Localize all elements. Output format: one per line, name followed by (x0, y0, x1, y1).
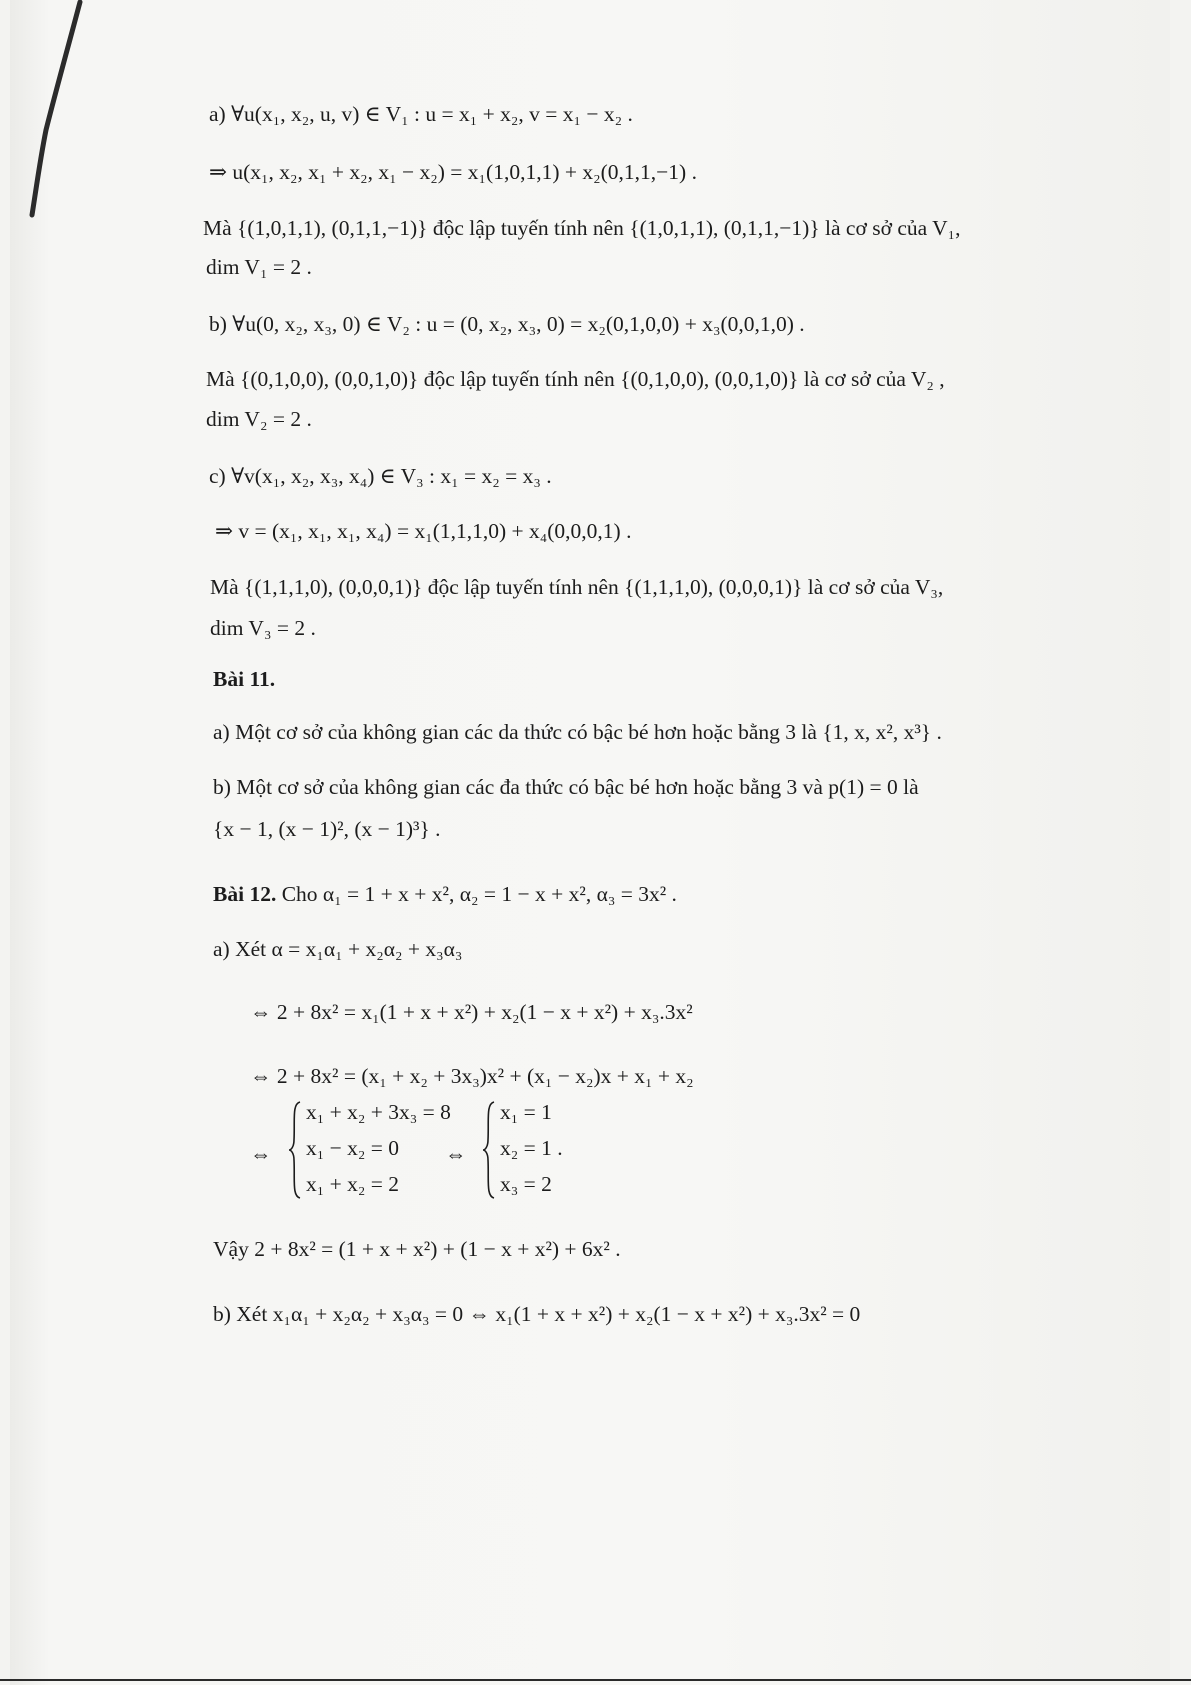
page-background (10, 0, 1170, 1685)
system-2-equation-2: x₂ = 1 . (500, 1136, 563, 1160)
part-a-line-3: Mà {(1,0,1,1), (0,1,1,−1)} độc lập tuyến tính nên {(1,0,1,1), (0,1,1,−1)} là cơ sở của V₁, (203, 216, 961, 240)
system-1-equation-3: x₁ + x₂ = 2 (306, 1172, 399, 1196)
part-c-line-1: c) ∀v(x₁, x₂, x₃, x₄) ∈ V₃ : x₁ = x₂ = x₃ . (209, 464, 552, 488)
exercise-11-part-a: a) Một cơ sở của không gian các da thức có bậc bé hơn hoặc bằng 3 là {1, x, x², x³} . (213, 720, 942, 744)
exercise-11-part-b-line-2: {x − 1, (x − 1)², (x − 1)³} . (213, 817, 441, 841)
pen-stroke-mark (18, 0, 98, 220)
exercise-12-part-a-line-1: a) Xét α = x₁α₁ + x₂α₂ + x₃α₃ (213, 937, 463, 961)
part-a-line-2: ⇒ u(x₁, x₂, x₁ + x₂, x₁ − x₂) = x₁(1,0,1,1) + x₂(0,1,1,−1) . (209, 160, 697, 184)
part-c-line-2: ⇒ v = (x₁, x₁, x₁, x₄) = x₁(1,1,1,0) + x₄(0,0,0,1) . (215, 519, 632, 543)
bottom-rule (0, 1679, 1191, 1681)
equation-system-1 (288, 1100, 468, 1200)
exercise-12-text: Cho α₁ = 1 + x + x², α₂ = 1 − x + x², α₃ = 3x² . (281, 882, 677, 906)
part-b-line-1: b) ∀u(0, x₂, x₃, 0) ∈ V₂ : u = (0, x₂, x₃, 0) = x₂(0,1,0,0) + x₃(0,0,1,0) . (209, 312, 805, 336)
exercise-12-part-a-line-2: ⇔ 2 + 8x² = x₁(1 + x + x²) + x₂(1 − x + x²) + x₃.3x² (250, 1000, 693, 1024)
part-a-line-1: a) ∀u(x₁, x₂, u, v) ∈ V₁ : u = x₁ + x₂, v = x₁ − x₂ . (209, 102, 633, 126)
part-b-line-3: dim V₂ = 2 . (206, 407, 312, 431)
equivalence-symbol-2: ⇔ (445, 1142, 467, 1166)
system-2-equation-3: x₃ = 2 (500, 1172, 552, 1196)
part-b-line-2: Mà {(0,1,0,0), (0,0,1,0)} độc lập tuyến tính nên {(0,1,0,0), (0,0,1,0)} là cơ sở của V₂ , (206, 367, 945, 391)
system-2-equation-1: x₁ = 1 (500, 1100, 552, 1124)
part-a-line-4: dim V₁ = 2 . (206, 255, 312, 279)
exercise-12-heading: Bài 12. (213, 882, 277, 906)
exercise-12-part-a-line-3: ⇔ 2 + 8x² = (x₁ + x₂ + 3x₃)x² + (x₁ − x₂)x + x₁ + x₂ (250, 1064, 694, 1088)
exercise-11-part-b-line-1: b) Một cơ sở của không gian các đa thức có bậc bé hơn hoặc bằng 3 và p(1) = 0 là (213, 775, 919, 799)
equivalence-symbol-1: ⇔ (250, 1142, 272, 1166)
exercise-11-heading: Bài 11. (213, 667, 276, 691)
exercise-12-part-b-line-1: b) Xét x₁α₁ + x₂α₂ + x₃α₃ = 0 ⇔ x₁(1 + x + x²) + x₂(1 − x + x²) + x₃.3x² = 0 (213, 1302, 861, 1326)
equation-system-2 (482, 1100, 602, 1200)
left-brace-icon (288, 1100, 302, 1200)
system-1-equation-1: x₁ + x₂ + 3x₃ = 8 (306, 1100, 451, 1124)
exercise-12-part-a-conclusion: Vậy 2 + 8x² = (1 + x + x²) + (1 − x + x²) + 6x² . (213, 1237, 621, 1261)
part-c-line-4: dim V₃ = 2 . (210, 616, 316, 640)
exercise-12-statement (213, 880, 677, 908)
system-1-equation-2: x₁ − x₂ = 0 (306, 1136, 399, 1160)
left-brace-icon (482, 1100, 496, 1200)
part-c-line-3: Mà {(1,1,1,0), (0,0,0,1)} độc lập tuyến tính nên {(1,1,1,0), (0,0,0,1)} là cơ sở của V₃, (210, 575, 944, 599)
